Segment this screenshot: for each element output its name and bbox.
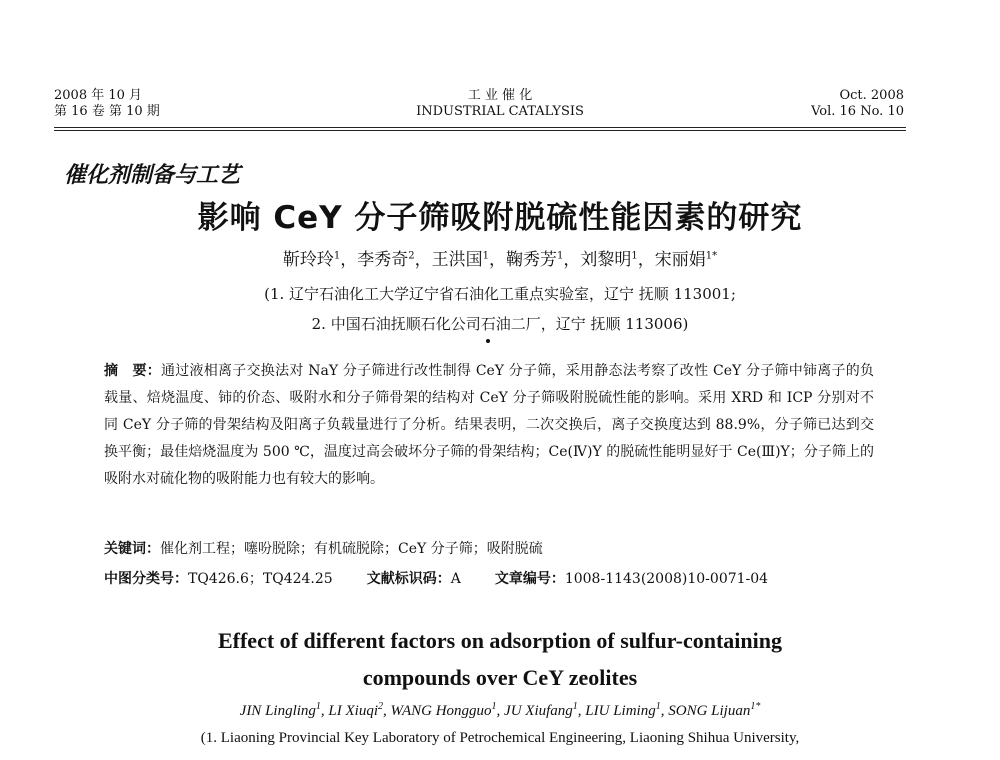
author-list: 靳玲玲$^1$，李秀奇$^2$，王洪国$^1$，鞠秀芳$^1$，刘黎明$^1$，宋丽娟$^{1*}$ — [282, 250, 718, 270]
english-author: LIU Liming — [585, 703, 656, 719]
classification-line — [104, 568, 768, 588]
article-number-value: 1008-1143(2008)10-0071-04 — [564, 571, 769, 587]
english-affiliation: (1. Liaoning Provincial Key Laboratory of Petrochemical Engineering, Liaoning Shihua University, — [200, 730, 800, 746]
journal-date-volume-english — [811, 88, 904, 120]
english-author: JU Xiufang — [504, 703, 573, 719]
english-author-list: JIN Lingling$^1$, LI Xiuqi$^2$, WANG Hongguo$^1$, JU Xiufang$^1$, LIU Liming$^1$, SONG Lijuan$^{1*}$ — [239, 701, 761, 719]
header-rule-top — [54, 127, 906, 128]
english-author: SONG Lijuan — [668, 703, 751, 719]
clc-value: TQ426.6；TQ424.25 — [188, 571, 333, 587]
author: 王洪国 — [431, 250, 483, 270]
author: 李秀奇 — [357, 250, 409, 270]
journal-name-chinese: 工 业 催 化 — [467, 88, 533, 103]
affiliation-1: (1. 辽宁石油化工大学辽宁省石油化工重点实验室，辽宁 抚顺 113001; — [264, 285, 736, 303]
abstract — [104, 358, 874, 493]
section-heading: 催化剂制备与工艺 — [64, 163, 241, 188]
separator-dot — [486, 339, 490, 343]
abstract-text: 通过液相离子交换法对 NaY 分子筛进行改性制得 CeY 分子筛，采用静态法考察了改性 CeY 分子筛中铈离子的负载量、焙烧温度、铈的价态、吸附水和分子筛骨架的结构对 CeY 分子筛吸附脱硫性能的影响。采用 XRD 和 ICP 分别对不同 CeY 分子筛的骨架结构及阳离子负载量进行了分析。结果表明，二次交换后，离子交换度达到 88.9%，分子筛已达到交换平衡；最佳焙烧温度为 500 ℃，温度过高会破坏分子筛的骨架结构；Ce(Ⅳ)Y 的脱硫性能明显好于 Ce(Ⅲ)Y；分子筛上的吸附水对硫化物的吸附能力也有较大的影响。 — [104, 363, 874, 487]
keywords — [104, 538, 543, 558]
article-number-label: 文章编号： — [494, 571, 565, 587]
header-rule-bottom — [54, 130, 906, 131]
author: 鞠秀芳 — [506, 250, 557, 270]
abstract-label: 摘 要： — [104, 363, 162, 379]
volume-issue: 第 16 卷 第 10 期 — [54, 104, 160, 119]
english-author: WANG Hongguo — [390, 703, 492, 719]
clc-label: 中图分类号： — [104, 571, 188, 587]
author: 刘黎明 — [580, 250, 632, 270]
paper-title: 影响 CeY 分子筛吸附脱硫性能因素的研究 — [197, 200, 803, 236]
english-title-line-1: Effect of different factors on adsorption of sulfur-containing — [217, 628, 782, 653]
english-author: LI Xiuqi — [328, 703, 379, 719]
issue-date: 2008 年 10 月 — [54, 88, 143, 103]
keywords-text: 催化剂工程；噻吩脱除；有机硫脱除；CeY 分子筛；吸附脱硫 — [160, 541, 543, 557]
volume-issue-english: Vol. 16 No. 10 — [811, 104, 904, 119]
english-author: JIN Lingling — [239, 703, 316, 719]
author: 宋丽娟 — [654, 250, 706, 270]
document-code-value: A — [450, 571, 461, 587]
affiliation-2: 2. 中国石油抚顺石化公司石油二厂，辽宁 抚顺 113006) — [311, 315, 689, 333]
document-code-label: 文献标识码： — [366, 571, 451, 587]
journal-name-english: INDUSTRIAL CATALYSIS — [416, 104, 584, 119]
english-title-line-2: compounds over CeY zeolites — [362, 665, 638, 690]
author: 靳玲玲 — [282, 250, 334, 270]
keywords-label: 关键词： — [104, 541, 160, 557]
issue-date-english: Oct. 2008 — [839, 88, 904, 103]
